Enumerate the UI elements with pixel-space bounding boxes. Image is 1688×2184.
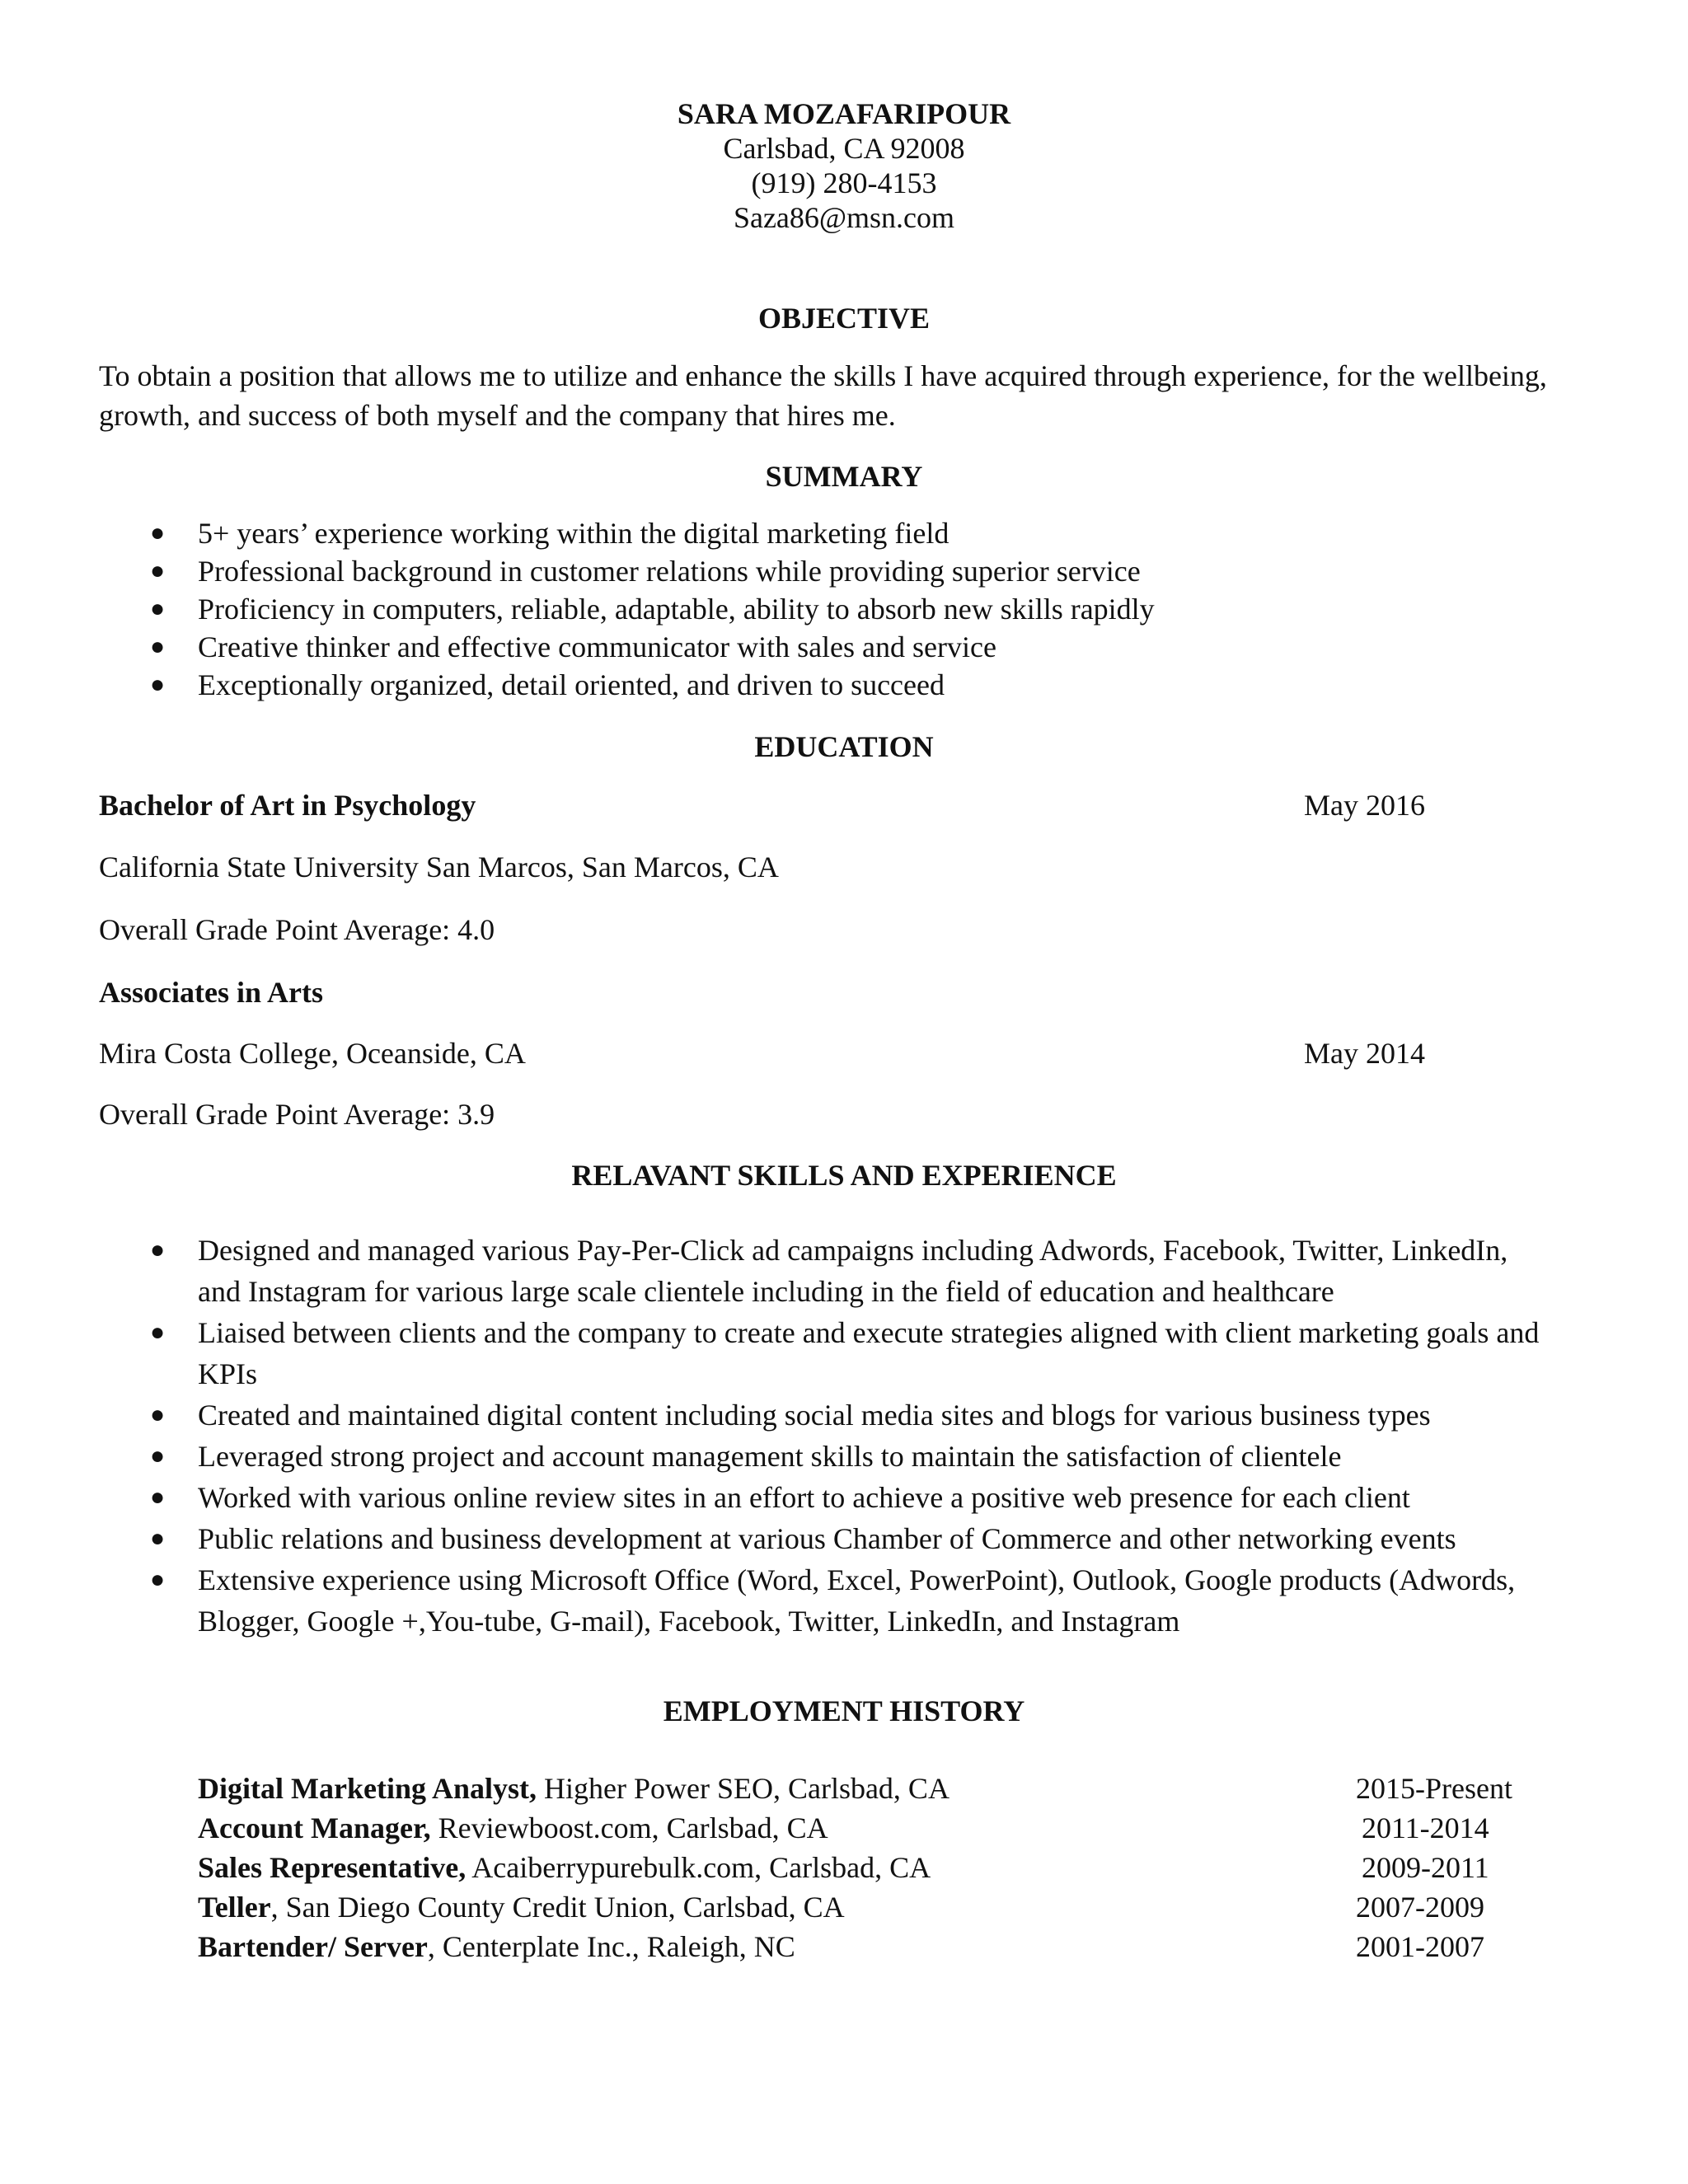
list-item: ● Worked with various online review sites in an effort to achieve a positive web presence for each client xyxy=(99,1477,1582,1518)
list-item: ● Extensive experience using Microsoft Office (Word, Excel, PowerPoint), Outlook, Google products (Adwords, Blogger, Google +,You-tube, G-mail), Facebook, Twitter, LinkedIn, and Instagram xyxy=(99,1559,1582,1642)
gpa: Overall Grade Point Average: 3.9 xyxy=(99,1098,495,1131)
list-item: ● Created and maintained digital content including social media sites and blogs for various business types xyxy=(99,1394,1582,1436)
objective-line: To obtain a position that allows me to utilize and enhance the skills I have acquired through experience, for the wellbeing, xyxy=(99,359,1547,392)
summary-list xyxy=(99,514,1582,704)
job-dates: 2009-2011 xyxy=(1362,1851,1489,1884)
bullet-icon: ● xyxy=(150,1483,166,1511)
bullet-icon: ● xyxy=(150,1401,166,1428)
bullet-icon: ● xyxy=(150,595,166,622)
bullet-icon: ● xyxy=(150,1525,166,1552)
objective-line: growth, and success of both myself and the company that hires me. xyxy=(99,399,896,432)
job-dates: 2011-2014 xyxy=(1362,1811,1489,1844)
degree-title: Associates in Arts xyxy=(99,976,323,1009)
school-name: California State University San Marcos, San Marcos, CA xyxy=(99,851,779,883)
bullet-icon: ● xyxy=(150,519,166,546)
employment-heading: EMPLOYMENT HISTORY xyxy=(663,1694,1025,1727)
degree-date: May 2014 xyxy=(1304,1037,1425,1070)
phone: (919) 280-4153 xyxy=(751,166,937,199)
bullet-icon: ● xyxy=(150,671,166,698)
candidate-name: SARA MOZAFARIPOUR xyxy=(677,97,1011,130)
skills-list xyxy=(99,1230,1582,1642)
school-name: Mira Costa College, Oceanside, CA xyxy=(99,1037,526,1070)
education-heading: EDUCATION xyxy=(754,730,934,763)
job-company: , San Diego County Credit Union, Carlsbad, CA xyxy=(270,1891,845,1924)
job-dates: 2007-2009 xyxy=(1356,1891,1484,1924)
list-item: ● Liaised between clients and the company to create and execute strategies aligned with client marketing goals and KPIs xyxy=(99,1312,1582,1394)
address: Carlsbad, CA 92008 xyxy=(723,132,965,165)
job-title: Digital Marketing Analyst, xyxy=(198,1772,537,1805)
list-item: ● Exceptionally organized, detail oriented, and driven to succeed xyxy=(99,666,1582,704)
job-title: Teller xyxy=(198,1891,271,1924)
list-item: ● Designed and managed various Pay-Per-Click ad campaigns including Adwords, Facebook, Twitter, LinkedIn, and Instagram for various large scale clientele including in the field of education and healthcare xyxy=(99,1230,1582,1312)
list-item: ● Professional background in customer relations while providing superior service xyxy=(99,552,1582,590)
gpa: Overall Grade Point Average: 4.0 xyxy=(99,913,495,946)
job-title: Sales Representative, xyxy=(198,1851,467,1884)
bullet-icon: ● xyxy=(150,633,166,660)
job-company: Reviewboost.com, Carlsbad, CA xyxy=(430,1811,828,1844)
bullet-icon: ● xyxy=(150,1236,166,1263)
job-dates: 2015-Present xyxy=(1356,1772,1512,1805)
list-item: ● Public relations and business development at various Chamber of Commerce and other networking events xyxy=(99,1518,1582,1559)
bullet-icon: ● xyxy=(150,1319,166,1346)
bullet-icon: ● xyxy=(150,1566,166,1593)
job-title: Bartender/ Server xyxy=(198,1930,428,1963)
email: Saza86@msn.com xyxy=(733,201,955,234)
objective-text xyxy=(99,356,1582,435)
job-company: Acaiberrypurebulk.com, Carlsbad, CA xyxy=(466,1851,931,1884)
job-company: , Centerplate Inc., Raleigh, NC xyxy=(427,1930,795,1963)
list-item: ● Creative thinker and effective communicator with sales and service xyxy=(99,628,1582,666)
list-item: ● Leveraged strong project and account management skills to maintain the satisfaction of clientele xyxy=(99,1436,1582,1477)
job-company: Higher Power SEO, Carlsbad, CA xyxy=(537,1772,950,1805)
bullet-icon: ● xyxy=(150,557,166,584)
objective-heading: OBJECTIVE xyxy=(757,302,931,335)
degree-date: May 2016 xyxy=(1304,789,1425,822)
job-title: Account Manager, xyxy=(198,1811,431,1844)
job-dates: 2001-2007 xyxy=(1356,1930,1484,1963)
list-item: ● 5+ years’ experience working within the digital marketing field xyxy=(99,514,1582,552)
degree-title: Bachelor of Art in Psychology xyxy=(99,789,476,822)
bullet-icon: ● xyxy=(150,1442,166,1469)
skills-heading: RELAVANT SKILLS AND EXPERIENCE xyxy=(571,1159,1117,1192)
summary-heading: SUMMARY xyxy=(765,460,923,493)
list-item: ● Proficiency in computers, reliable, adaptable, ability to absorb new skills rapidly xyxy=(99,590,1582,628)
